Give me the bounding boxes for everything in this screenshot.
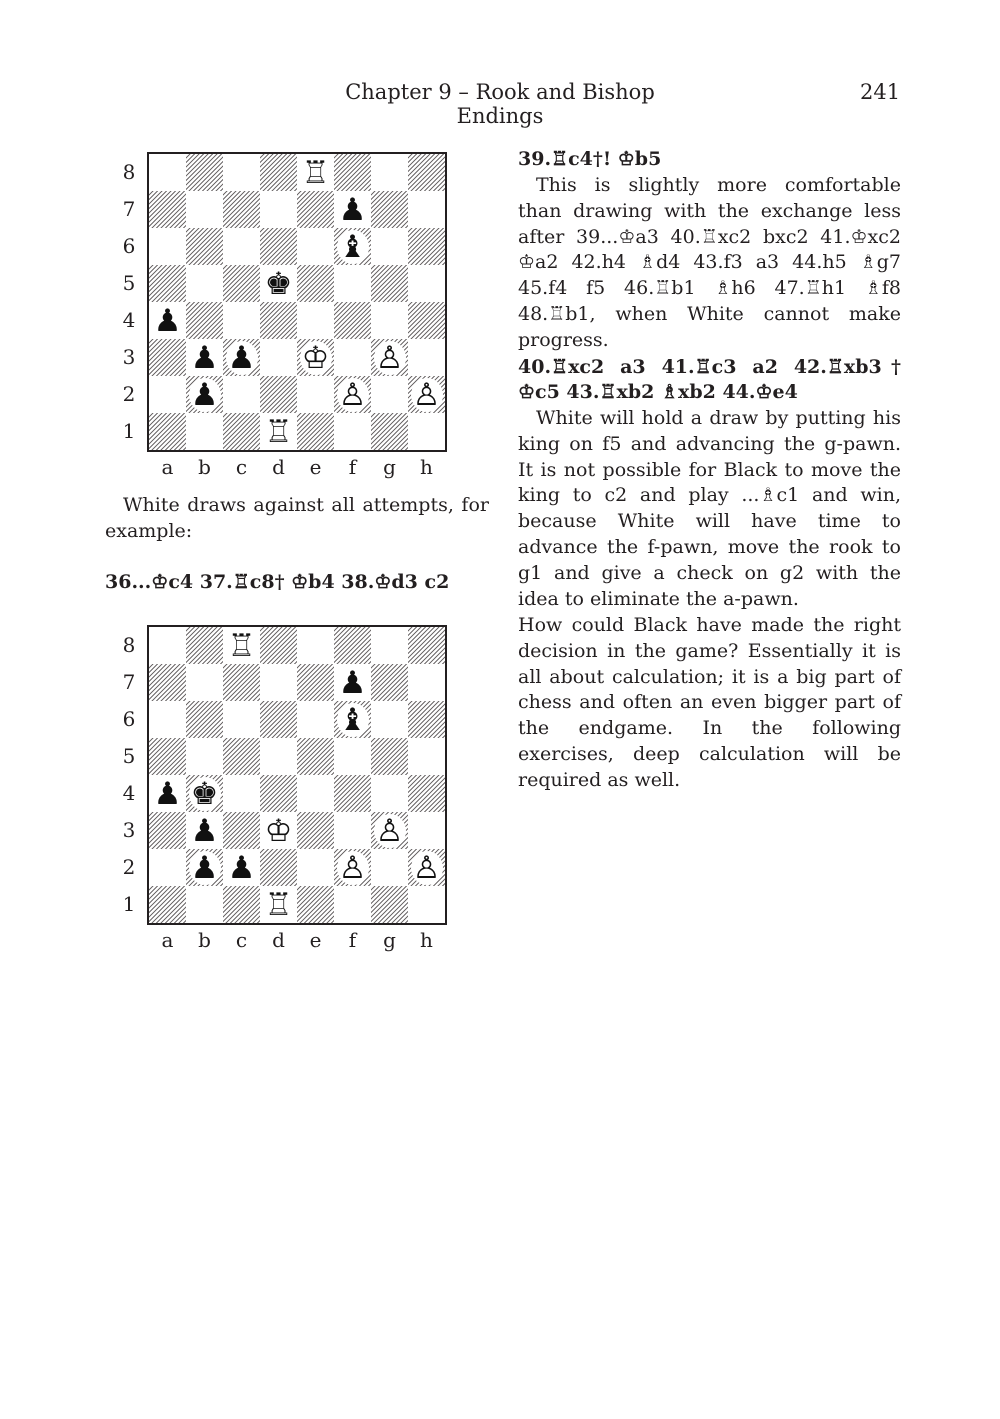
chess-piece: ♙: [337, 851, 369, 885]
chess-piece: ♟: [226, 341, 258, 375]
board-square: [186, 339, 223, 376]
chapter-title: Chapter 9 – Rook and Bishop Endings: [345, 80, 655, 128]
board-square: [223, 849, 260, 886]
board-square: [334, 191, 371, 228]
file-label: d: [272, 928, 285, 952]
board-square: [149, 738, 186, 775]
right-moves-1: 39.♖c4†! ♔b5: [518, 148, 662, 170]
board-square: [260, 701, 297, 738]
board-square: [371, 302, 408, 339]
board-square: [371, 376, 408, 413]
page-number: 241: [860, 80, 901, 104]
board-square: [371, 191, 408, 228]
board-square: [408, 701, 445, 738]
board-square: [186, 376, 223, 413]
board-square: [149, 376, 186, 413]
board-square: [334, 228, 371, 265]
file-label: b: [198, 928, 211, 952]
chess-piece: ♝: [337, 703, 369, 737]
board-square: [334, 302, 371, 339]
rank-label: 6: [122, 707, 136, 731]
rank-label: 7: [122, 670, 136, 694]
board-square: [297, 886, 334, 923]
board-square: [334, 701, 371, 738]
right-paragraph-1: This is slightly more comfortable than drawing with the exchange less after 39...♔a3 40.♖xc2 bxc2 41.♔xc2 ♔a2 42.h4 ♗d4 43.f3 a3 44.h5 ♗g7 45.f4 f5 46.♖b1 ♗h6 47.♖h1 ♗f8 48.♖b1, when White cannot make progress.: [518, 174, 901, 351]
board-square: [408, 738, 445, 775]
chess-piece: ♟: [337, 666, 369, 700]
board-square: [186, 812, 223, 849]
board-square: [186, 701, 223, 738]
board-square: [260, 812, 297, 849]
board-square: [149, 849, 186, 886]
left-paragraph-1: White draws against all attempts, for example:: [105, 494, 489, 542]
rank-label: 4: [122, 308, 136, 332]
board-square: [334, 413, 371, 450]
chess-piece: ♙: [411, 851, 443, 885]
board-square: [371, 265, 408, 302]
board-square: [223, 302, 260, 339]
board-square: [223, 265, 260, 302]
board-square: [334, 664, 371, 701]
board-square: [334, 849, 371, 886]
board-square: [297, 339, 334, 376]
board-square: [371, 413, 408, 450]
file-label: f: [348, 928, 357, 952]
rank-label: 5: [122, 271, 136, 295]
board-square: [149, 812, 186, 849]
board-square: [186, 191, 223, 228]
rank-label: 8: [122, 160, 136, 184]
rank-label: 7: [122, 197, 136, 221]
board-square: [186, 228, 223, 265]
right-paragraph-2: White will hold a draw by putting his king on f5 and advancing the g-pawn. It is not possible for Black to move the king to c2 and play ...♗c1 and win, because White will have time to advance the f-pawn, move the rook to g1 and give a check on g2 with the idea to eliminate the a-pawn.: [518, 407, 901, 610]
board-square: [260, 191, 297, 228]
board-square: [408, 812, 445, 849]
right-paragraph-3: How could Black have made the right decision in the game? Essentially it is all about calculation; it is a big part of chess and often an even bigger part of the endgame. In the following exercises, deep calculation will be required as well.: [518, 614, 901, 791]
chess-piece: ♟: [152, 304, 184, 338]
board-square: [334, 376, 371, 413]
board-square: [371, 228, 408, 265]
board-square: [371, 627, 408, 664]
board-square: [408, 191, 445, 228]
board-square: [149, 664, 186, 701]
rank-labels: [116, 154, 142, 450]
board-square: [408, 849, 445, 886]
board-square: [223, 812, 260, 849]
board-square: [149, 191, 186, 228]
board-square: [408, 775, 445, 812]
chess-piece: ♙: [411, 378, 443, 412]
board-square: [297, 812, 334, 849]
board-square: [297, 849, 334, 886]
rank-label: 3: [122, 345, 136, 369]
board-square: [149, 339, 186, 376]
board-square: [297, 265, 334, 302]
rank-label: 1: [122, 419, 136, 443]
board-square: [408, 154, 445, 191]
board-square: [149, 413, 186, 450]
board-square: [260, 664, 297, 701]
board-square: [297, 738, 334, 775]
board-square: [260, 154, 297, 191]
chess-piece: ♖: [226, 629, 258, 663]
file-label: e: [309, 455, 322, 479]
board-square: [186, 849, 223, 886]
board-square: [260, 265, 297, 302]
board-square: [186, 775, 223, 812]
board-square: [260, 886, 297, 923]
board-square: [223, 775, 260, 812]
right-moves-2: 40.♖xc2 a3 41.♖c3 a2 42.♖xb3† ♔c5 43.♖xb2 ♗xb2 44.♔e4: [518, 356, 901, 403]
rank-label: 1: [122, 892, 136, 916]
board-square: [297, 154, 334, 191]
board-square: [371, 775, 408, 812]
chess-piece: ♖: [300, 156, 332, 190]
file-label: h: [420, 455, 433, 479]
file-label: a: [161, 928, 174, 952]
board-square: [297, 775, 334, 812]
board-square: [149, 302, 186, 339]
file-labels: [149, 455, 445, 479]
board-square: [223, 191, 260, 228]
chess-piece: ♔: [263, 814, 295, 848]
rank-labels: [116, 627, 142, 923]
rank-label: 2: [122, 382, 136, 406]
board-square: [408, 228, 445, 265]
chess-piece: ♟: [189, 814, 221, 848]
board-square: [186, 302, 223, 339]
chess-piece: ♙: [374, 341, 406, 375]
file-label: b: [198, 455, 211, 479]
board-square: [186, 664, 223, 701]
rank-label: 3: [122, 818, 136, 842]
board-square: [223, 339, 260, 376]
file-label: d: [272, 455, 285, 479]
file-label: g: [383, 455, 396, 479]
board-square: [297, 191, 334, 228]
board-square: [334, 886, 371, 923]
board-square: [186, 413, 223, 450]
board-square: [371, 812, 408, 849]
board-square: [260, 775, 297, 812]
chess-piece: ♚: [189, 777, 221, 811]
file-label: g: [383, 928, 396, 952]
board-square: [408, 265, 445, 302]
board-square: [408, 376, 445, 413]
board-square: [334, 775, 371, 812]
board-square: [297, 302, 334, 339]
board-square: [371, 701, 408, 738]
board-square: [297, 413, 334, 450]
board-square: [223, 701, 260, 738]
board-square: [371, 886, 408, 923]
chess-board: [147, 625, 447, 925]
rank-label: 8: [122, 633, 136, 657]
board-square: [223, 413, 260, 450]
file-label: h: [420, 928, 433, 952]
board-square: [149, 265, 186, 302]
board-square: [260, 228, 297, 265]
board-square: [149, 701, 186, 738]
board-square: [223, 228, 260, 265]
board-square: [223, 627, 260, 664]
board-square: [297, 701, 334, 738]
board-square: [371, 154, 408, 191]
board-square: [371, 339, 408, 376]
board-square: [186, 265, 223, 302]
chess-piece: ♖: [263, 888, 295, 922]
board-square: [186, 738, 223, 775]
board-square: [297, 376, 334, 413]
board-square: [334, 738, 371, 775]
chess-piece: ♙: [374, 814, 406, 848]
rank-label: 4: [122, 781, 136, 805]
board-square: [297, 627, 334, 664]
board-square: [334, 265, 371, 302]
board-square: [334, 339, 371, 376]
file-label: e: [309, 928, 322, 952]
board-square: [149, 228, 186, 265]
board-square: [186, 627, 223, 664]
board-square: [223, 886, 260, 923]
file-label: c: [235, 455, 248, 479]
chess-diagram-2: [116, 625, 456, 965]
board-square: [260, 849, 297, 886]
board-square: [334, 154, 371, 191]
chess-piece: ♚: [263, 267, 295, 301]
board-square: [408, 664, 445, 701]
board-square: [149, 886, 186, 923]
board-square: [260, 339, 297, 376]
rank-label: 5: [122, 744, 136, 768]
board-square: [371, 738, 408, 775]
board-square: [297, 664, 334, 701]
board-square: [260, 627, 297, 664]
rank-label: 2: [122, 855, 136, 879]
board-square: [408, 302, 445, 339]
board-square: [408, 886, 445, 923]
board-square: [149, 154, 186, 191]
chess-piece: ♟: [189, 378, 221, 412]
chess-piece: ♟: [152, 777, 184, 811]
board-square: [149, 775, 186, 812]
file-label: a: [161, 455, 174, 479]
board-square: [371, 849, 408, 886]
file-label: f: [348, 455, 357, 479]
board-square: [260, 413, 297, 450]
rank-label: 6: [122, 234, 136, 258]
board-square: [334, 812, 371, 849]
board-square: [260, 376, 297, 413]
board-square: [408, 339, 445, 376]
chess-piece: ♟: [189, 851, 221, 885]
chess-piece: ♙: [337, 378, 369, 412]
board-square: [371, 664, 408, 701]
board-square: [260, 738, 297, 775]
board-square: [223, 738, 260, 775]
board-square: [223, 376, 260, 413]
chess-piece: ♝: [337, 230, 369, 264]
file-label: c: [235, 928, 248, 952]
board-square: [223, 154, 260, 191]
board-square: [297, 228, 334, 265]
board-square: [334, 627, 371, 664]
left-moves-1: 36...♔c4 37.♖c8† ♔b4 38.♔d3 c2: [105, 571, 450, 593]
board-square: [223, 664, 260, 701]
chess-piece: ♟: [226, 851, 258, 885]
chess-diagram-1: [116, 152, 456, 492]
board-square: [186, 154, 223, 191]
chess-piece: ♟: [337, 193, 369, 227]
chess-piece: ♔: [300, 341, 332, 375]
board-square: [260, 302, 297, 339]
chess-board: [147, 152, 447, 452]
board-square: [149, 627, 186, 664]
chess-piece: ♖: [263, 415, 295, 449]
board-square: [408, 627, 445, 664]
chess-piece: ♟: [189, 341, 221, 375]
board-square: [408, 413, 445, 450]
file-labels: [149, 928, 445, 952]
board-square: [186, 886, 223, 923]
